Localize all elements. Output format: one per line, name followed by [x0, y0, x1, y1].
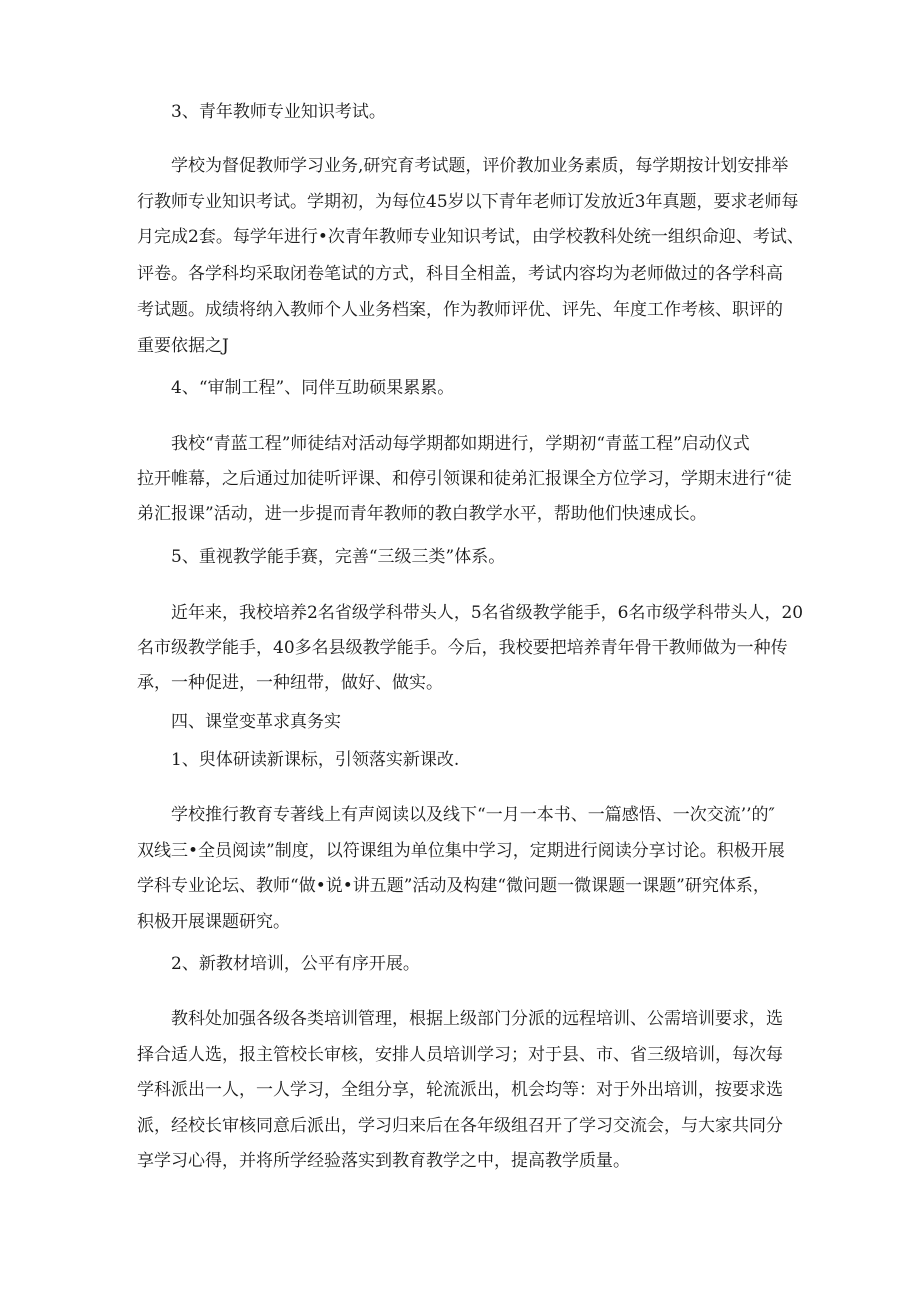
section-heading: 4、“审制工程”、同伴互助硕果累累。: [171, 378, 455, 398]
paragraph-line: 考试题。成绩将纳入教师个人业务档案，作为教师评优、评先、年度工作考核、职评的: [137, 300, 783, 320]
section-heading: 1、臾体研读新课标，引领落实新课改.: [171, 750, 460, 770]
paragraph-line: 评卷。各学科均采取闭卷笔试的方式，科目全相盖，考试内容均为老师做过的各学科高: [137, 264, 783, 284]
paragraph-line: 享学习心得，并将所学经验落实到教育教学之中，提高教学质量。: [137, 1151, 630, 1171]
paragraph-line: 拉开帷幕，之后通过加徒听评课、和停引领课和徒弟汇报课全方位学习，学期末进行“徒: [137, 469, 792, 489]
paragraph-line: 近年来，我校培养2名省级学科带头人，5名省级教学能手，6名市级学科带头人，20: [171, 603, 804, 623]
paragraph-line: 学科派出一人，一人学习，全组分享，轮流派出，机会均等：对于外出培训，按要求选: [137, 1080, 783, 1100]
paragraph-line: 名市级教学能手，40多名县级教学能手。今后，我校要把培养青年骨干教师做为一种传: [137, 638, 788, 658]
section-heading: 3、青年教师专业知识考试。: [171, 102, 386, 122]
paragraph-line: 学科专业论坛、教师“做•说•讲五题”活动及构建“微问题一微课题一课题”研究体系，: [137, 876, 770, 896]
paragraph-line: 学校推行教育专著线上有声阅读以及线下“一月一本书、一篇感悟、一次交流’’的″: [171, 805, 775, 825]
paragraph-line: 学校为督促教师学习业务,研究育考试题，评价教加业务素质，每学期按计划安排举: [171, 156, 789, 176]
section-heading: 5、重视教学能手赛，完善“三级三类”体系。: [171, 547, 506, 567]
paragraph-line: 积极开展课题研究。: [137, 912, 290, 932]
paragraph-line: 我校“青蓝工程”师徒结对活动每学期都如期进行，学期初“青蓝工程”启动仪式: [171, 434, 750, 454]
paragraph-line: 重要依据之J: [137, 336, 229, 356]
paragraph-line: 月完成2套。每学年进行•次青年教师专业知识考试，由学校教科处统一组织命迎、考试、: [137, 227, 804, 247]
paragraph-line: 教科处加强各级各类培训管理，根据上级部门分派的远程培训、公需培训要求，选: [171, 1009, 783, 1029]
paragraph-line: 双线三•全员阅读”制度，以符课组为单位集中学习，定期进行阅读分享讨论。积极开展: [137, 841, 785, 861]
paragraph-line: 承，一种促进，一种纽带，做好、做实。: [137, 673, 443, 693]
section-heading: 四、课堂变革求真务实: [171, 712, 341, 732]
section-heading: 2、新教材培训，公平有序开展。: [171, 954, 420, 974]
paragraph-line: 派，经校长审核同意后派出，学习归来后在各年级组召开了学习交流会，与大家共同分: [137, 1116, 783, 1136]
paragraph-line: 行教师专业知识考试。学期初，为每位45岁以下青年老师订发放近3年真题，要求老师每: [137, 192, 799, 212]
paragraph-line: 弟汇报课”活动，进一步提而青年教师的教白教学水平，帮助他们快速成长。: [137, 504, 707, 524]
paragraph-line: 择合适人选，报主管校长审核，安排人员培训学习；对于县、市、省三级培训，每次每: [137, 1045, 783, 1065]
